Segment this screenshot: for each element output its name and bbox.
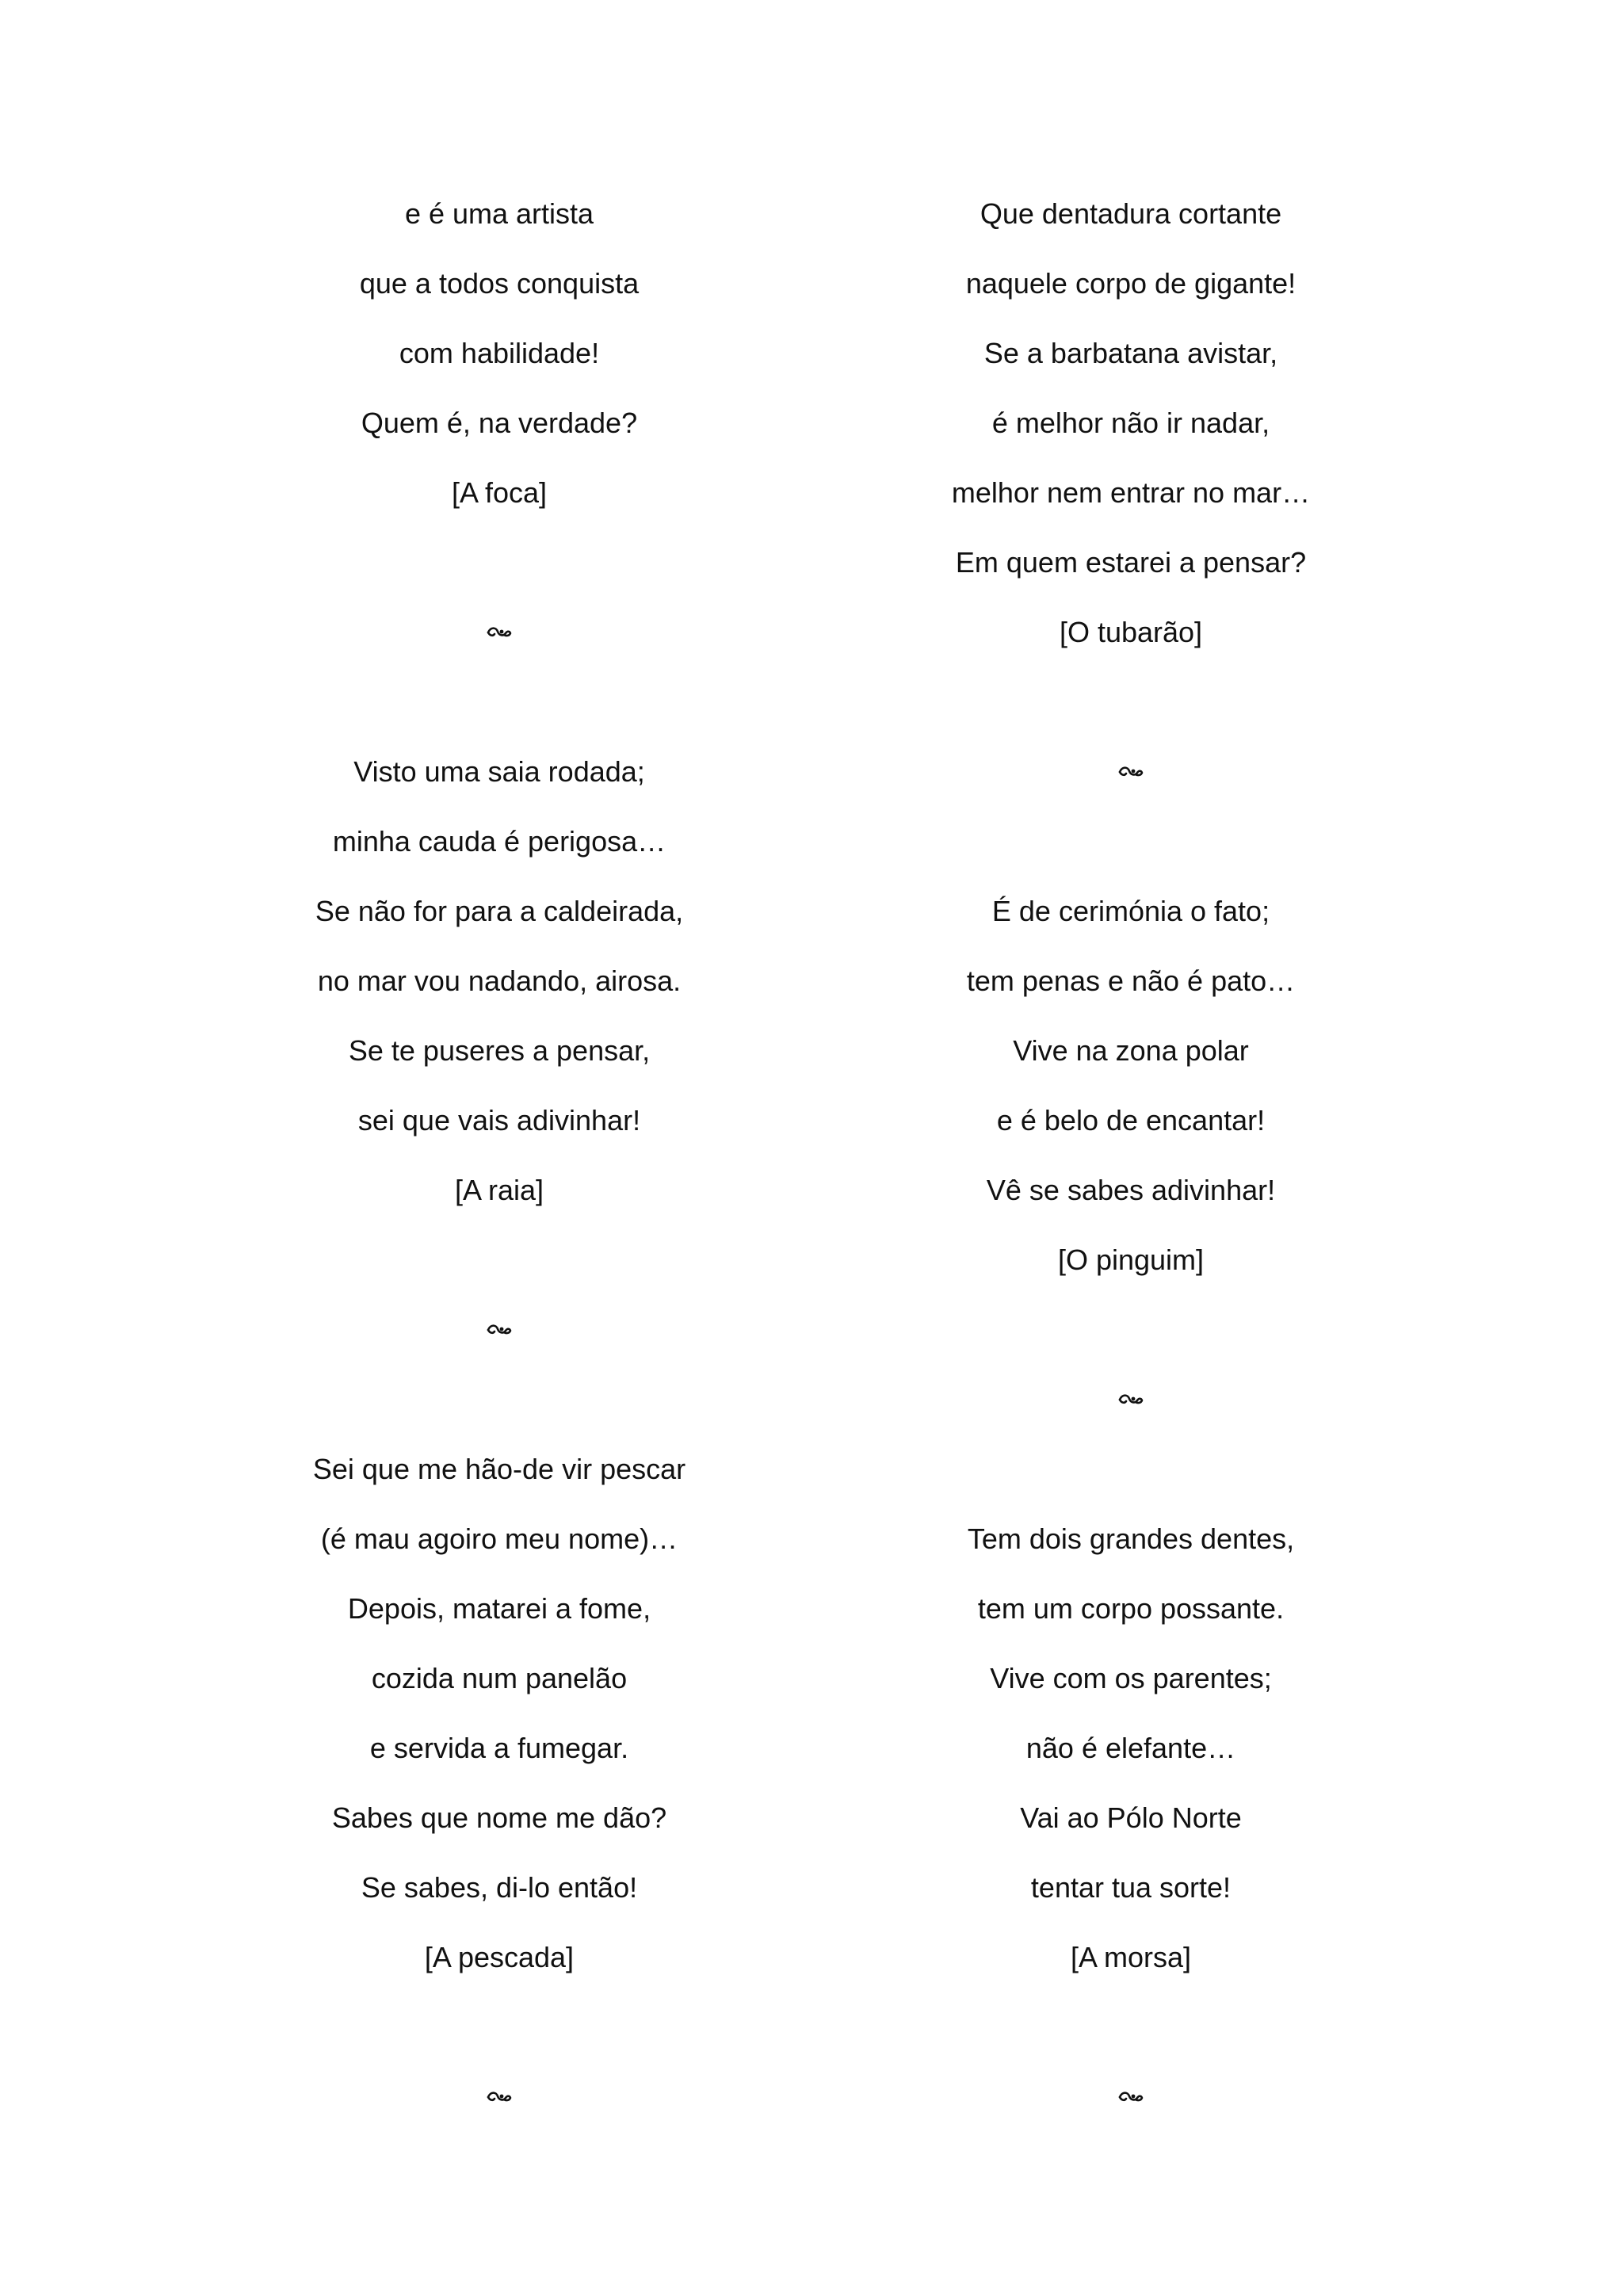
verse-line: minha cauda é perigosa… — [332, 825, 666, 858]
verse-line: Vive com os parentes; — [990, 1662, 1272, 1694]
verse-line: tem um corpo possante. — [977, 1592, 1285, 1625]
section-divider — [830, 1372, 1432, 1442]
verse-line: Vê se sabes adivinhar! — [986, 1174, 1276, 1206]
riddle-answer: [A foca] — [451, 476, 548, 509]
verse-line: Que dentadura cortante — [980, 197, 1282, 230]
verse-line: Depois, matarei a fome, — [347, 1592, 651, 1625]
section-divider — [830, 2069, 1432, 2139]
verse-line: Se não for para a caldeirada, — [315, 895, 684, 927]
verse-line: cozida num panelão — [371, 1662, 628, 1694]
verse-line: que a todos conquista — [359, 267, 640, 300]
right-column — [830, 186, 1432, 2209]
riddle-ray — [198, 744, 800, 1232]
riddle-shark — [830, 186, 1432, 674]
verse-line: Em quem estarei a pensar? — [955, 546, 1307, 579]
verse-line: sei que vais adivinhar! — [357, 1104, 641, 1137]
fleuron-ornament-icon — [1117, 2089, 1144, 2105]
verse-line: e é uma artista — [404, 197, 594, 230]
verse-line: naquele corpo de gigante! — [965, 267, 1296, 300]
verse-line: Se te puseres a pensar, — [348, 1034, 651, 1067]
riddle-hake — [198, 1442, 800, 2000]
verse-line: tem penas e não é pato… — [966, 965, 1296, 997]
fleuron-ornament-icon — [486, 1322, 513, 1338]
verse-line: Vive na zona polar — [1013, 1034, 1249, 1067]
verse-line: com habilidade! — [399, 337, 600, 369]
verse-line: Tem dois grandes dentes, — [967, 1522, 1295, 1555]
riddle-penguin — [830, 884, 1432, 1302]
verse-line: não é elefante… — [1025, 1732, 1236, 1764]
fleuron-ornament-icon — [1117, 1392, 1144, 1408]
section-divider — [198, 2069, 800, 2139]
fleuron-ornament-icon — [486, 625, 513, 640]
verse-line: (é mau agoiro meu nome)… — [320, 1522, 678, 1555]
section-divider — [198, 1302, 800, 1372]
verse-line: e servida a fumegar. — [369, 1732, 629, 1764]
left-column — [198, 186, 800, 2209]
verse-line: É de cerimónia o fato; — [991, 895, 1270, 927]
riddle-answer: [A morsa] — [1070, 1941, 1192, 1973]
verse-line: Visto uma saia rodada; — [353, 755, 645, 788]
verse-line: no mar vou nadando, airosa. — [317, 965, 682, 997]
riddle-answer: [O tubarão] — [1059, 616, 1203, 648]
section-divider — [198, 605, 800, 674]
fleuron-ornament-icon — [486, 2089, 513, 2105]
riddle-answer: [A raia] — [454, 1174, 544, 1206]
verse-line: Sabes que nome me dão? — [331, 1801, 667, 1834]
verse-line: Vai ao Pólo Norte — [1020, 1801, 1242, 1834]
verse-line: Se a barbatana avistar, — [983, 337, 1278, 369]
verse-line: é melhor não ir nadar, — [991, 407, 1270, 439]
verse-line: Sei que me hão-de vir pescar — [312, 1453, 686, 1485]
riddle-walrus — [830, 1511, 1432, 2000]
verse-line: e é belo de encantar! — [996, 1104, 1266, 1137]
fleuron-ornament-icon — [1117, 764, 1144, 780]
riddle-seal — [198, 186, 800, 535]
verse-line: tentar tua sorte! — [1030, 1871, 1232, 1904]
section-divider — [830, 744, 1432, 814]
verse-line: Se sabes, di-lo então! — [361, 1871, 638, 1904]
riddle-answer: [A pescada] — [424, 1941, 575, 1973]
riddle-answer: [O pinguim] — [1057, 1244, 1205, 1276]
verse-line: melhor nem entrar no mar… — [951, 476, 1311, 509]
verse-line: Quem é, na verdade? — [361, 407, 638, 439]
